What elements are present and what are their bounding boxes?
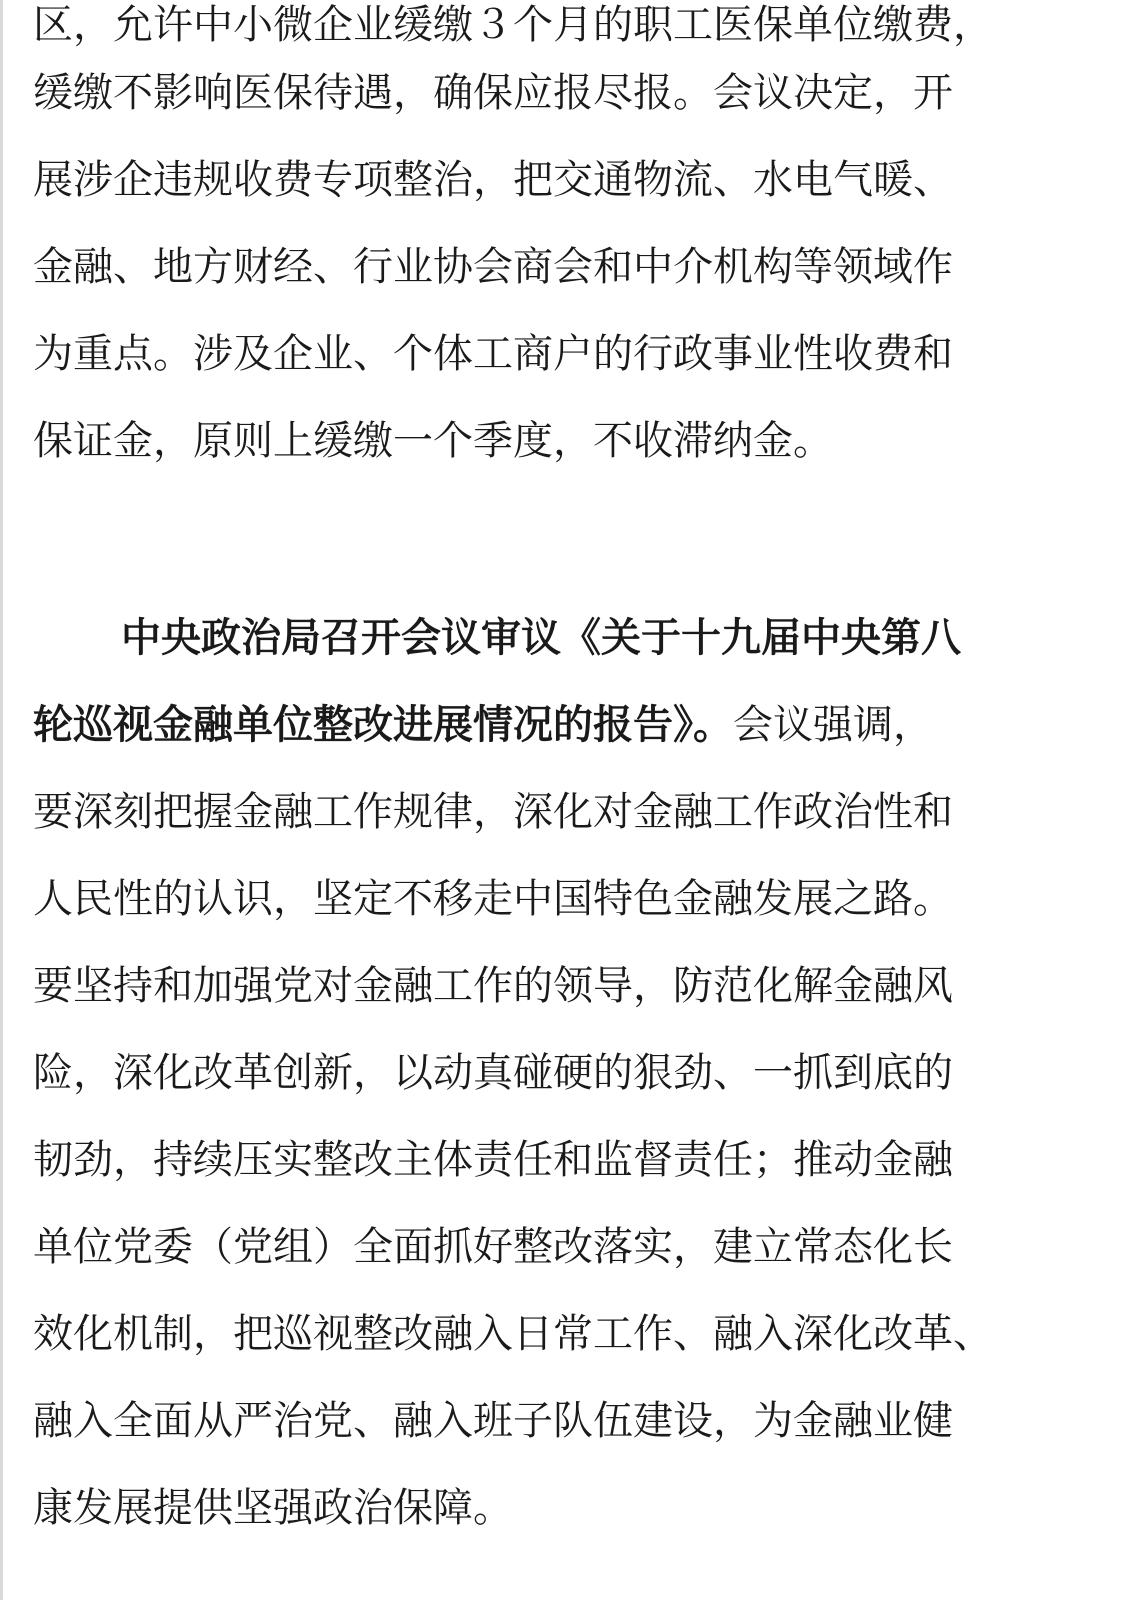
text-line: 效化机制，把巡视整改融入日常工作、融入深化改革、 <box>33 1311 993 1357</box>
text-line: 融入全面从严治党、融入班子队伍建设，为金融业健 <box>33 1398 953 1444</box>
paragraph-spacer <box>33 485 1093 595</box>
text-line: 缓缴不影响医保待遇，确保应报尽报。会议决定，开 <box>33 70 953 116</box>
text-line: 区，允许中小微企业缓缴３个月的职工医保单位缴费， <box>33 2 993 48</box>
text-line: 险，深化改革创新，以动真碰硬的狠劲、一抓到底的 <box>33 1050 953 1096</box>
text-line: 保证金，原则上缓缴一个季度，不收滞纳金。 <box>33 418 833 464</box>
text-line: 要坚持和加强党对金融工作的领导，防范化解金融风 <box>33 963 953 1009</box>
left-border-rule <box>0 0 3 1600</box>
text-line: 康发展提供坚强政治保障。 <box>33 1485 513 1531</box>
headline-bold-text: 轮巡视金融单位整改进展情况的报告》。 <box>33 702 733 748</box>
paragraph-politburo-meeting <box>33 595 1093 1552</box>
text-line: 人民性的认识，坚定不移走中国特色金融发展之路。 <box>33 876 953 922</box>
text-line: 为重点。涉及企业、个体工商户的行政事业性收费和 <box>33 331 953 377</box>
text-line: 要深刻把握金融工作规律，深化对金融工作政治性和 <box>33 789 953 835</box>
text-line: 单位党委（党组）全面抓好整改落实，建立常态化长 <box>33 1224 953 1270</box>
text-line: 韧劲，持续压实整改主体责任和监督责任；推动金融 <box>33 1137 953 1183</box>
headline-line <box>33 682 1093 769</box>
text-line: 展涉企违规收费专项整治，把交通物流、水电气暖、 <box>33 157 953 203</box>
paragraph-medical-insurance <box>33 0 1093 485</box>
text-segment: 会议强调， <box>733 702 933 748</box>
headline-line: 中央政治局召开会议审议《关于十九届中央第八 <box>121 615 961 661</box>
article-body <box>33 0 1093 1552</box>
text-line: 金融、地方财经、行业协会商会和中介机构等领域作 <box>33 244 953 290</box>
